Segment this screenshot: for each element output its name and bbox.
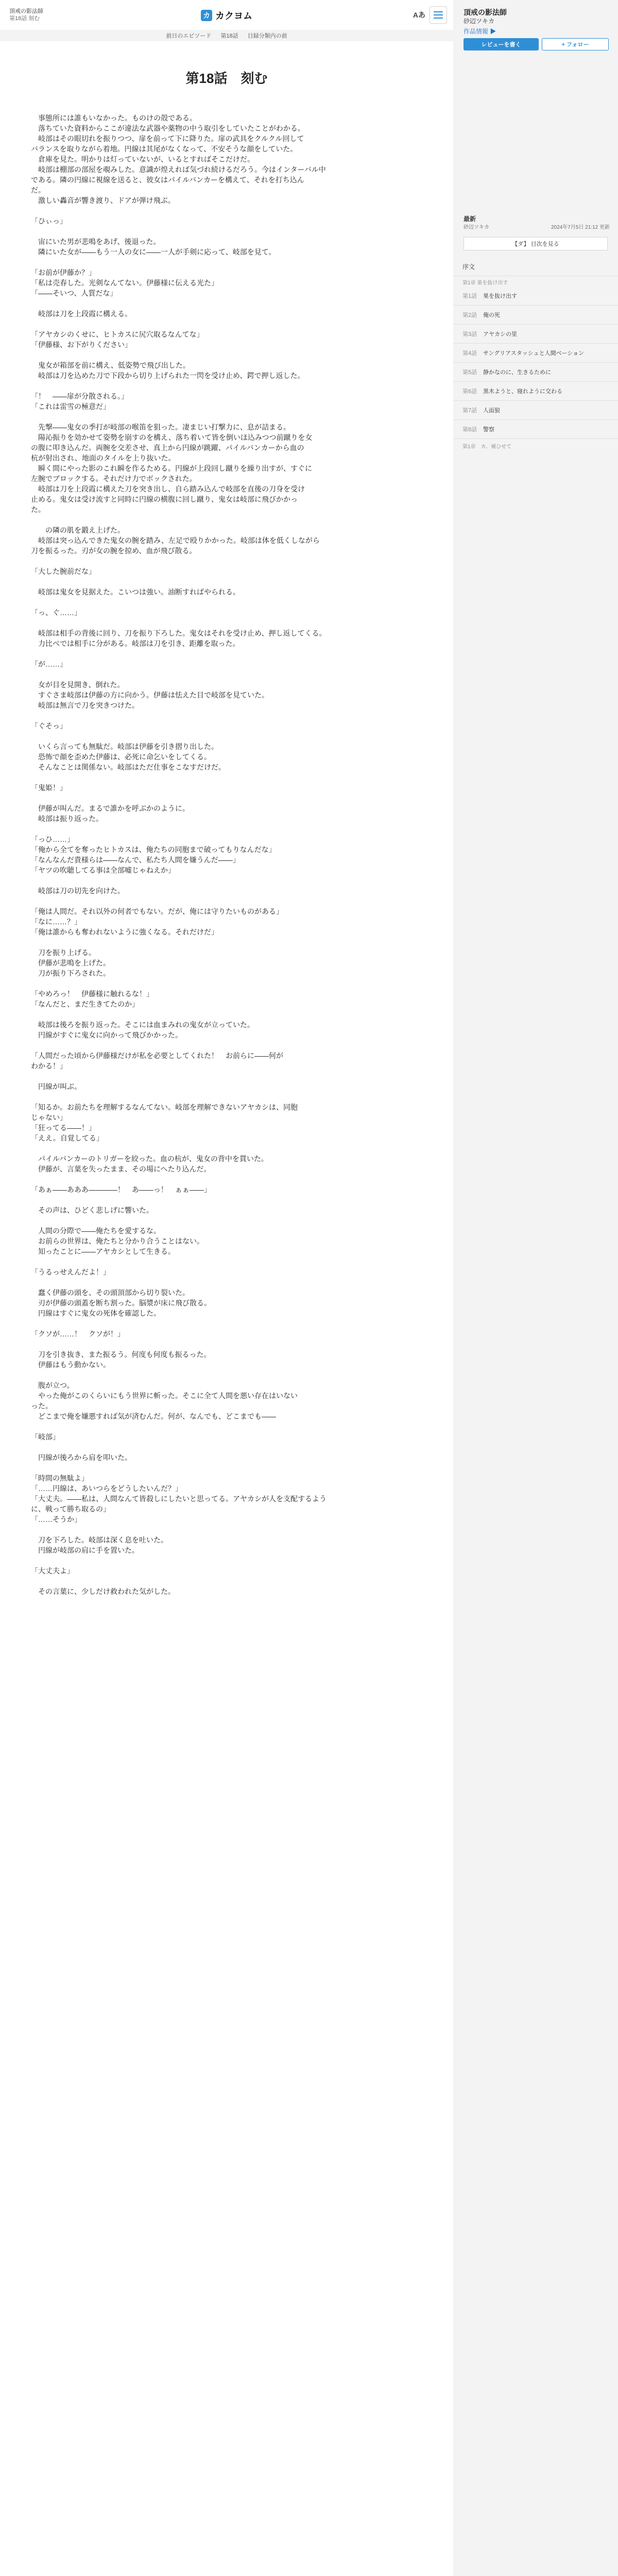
body-paragraph: 「人間だった頃から伊藤様だけが私を必要としてくれた！ お前らに――何が わかる！」 (31, 1052, 283, 1070)
body-paragraph: 「っひ……」 「俺から全てを奪ったヒトカスは、俺たちの同胞まで破ってもりなんだな」 「なんなんだ貴様らは――なんで、私たち人間を嫌うんだ――」 「ヤツの吹聴してる事は全部嘘じゃねえか」 (31, 835, 276, 874)
toc-item[interactable]: 第3話 アヤカシの里 (453, 325, 618, 344)
body-paragraph: 女が目を見開き、倒れた。 すぐさま岐部は伊藤の方に向かう。伊藤は怯えた目で岐部を見ていた。 岐部は無言で刀を突きつけた。 (38, 681, 269, 709)
toc-item[interactable]: 第5話 静かなのに、生きるために (453, 363, 618, 382)
kakuyomu-logo-icon: カ (201, 10, 212, 21)
body-paragraph: その声は、ひどく悲しげに響いた。 (31, 1206, 153, 1214)
toc-item[interactable]: 第8話 警察 (453, 420, 618, 439)
header (0, 0, 453, 30)
body-paragraph: 「ぐそっ」 (31, 722, 67, 730)
toc-section: 第1章 巣を抜け出す (462, 280, 508, 286)
body-paragraph: 刀を引き抜き、また振るう。何度も何度も振るった。 伊藤はもう動かない。 (38, 1350, 211, 1369)
episode-title: 第18話 刻む (185, 71, 268, 86)
hamburger-icon (434, 11, 443, 12)
body-paragraph: 鬼女が箱部を前に構え、低姿勢で飛び出した。 岐部は刀を込めた刀で下段から切り上げられた一閃を受け止め、鍔で押し返した。 (38, 361, 305, 380)
body-paragraph: 「お前が伊藤か？」 「私は売春した。光剣なんてない。伊藤様に伝える光た」 「――そいつ、人質だな」 (31, 268, 218, 297)
body-paragraph: 「岐部」 (31, 1433, 60, 1441)
body-paragraph: 「が……」 (31, 660, 67, 668)
toc-button[interactable]: 【ダ】 目次を見る (464, 237, 608, 250)
follow-button[interactable]: + フォロー (542, 38, 609, 50)
toc-item[interactable]: 第1話 巣を抜け出す (453, 286, 618, 306)
latest-timestamp: 2024年7月5日 21:12 更新 (551, 225, 610, 230)
latest-author: 砂辺ツキカ (464, 225, 489, 230)
site-logo[interactable] (201, 9, 252, 22)
menu-button[interactable] (430, 6, 447, 24)
body-paragraph: 「ひぃっ」 (31, 217, 67, 225)
breadcrumb-current: 第18話 (220, 33, 238, 39)
body-paragraph: 「クソが……！ クソが！」 (31, 1330, 125, 1338)
body-paragraph: 「俺は人間だ。それ以外の何者でもない。だが、俺には守りたいものがある」 「なに……？」 「俺は誰からも奪われないように強くなる。それだけだ」 (31, 907, 283, 936)
work-title[interactable]: 頂戒の影法師 (464, 8, 507, 16)
body-paragraph: 岐部は刀の切先を向けた。 (31, 887, 125, 895)
body-paragraph: 岐部は相手の背後に回り、刀を振り下ろした。鬼女はそれを受け止め、押し返してくる。 力比べでは相手に分がある。岐部は刀を引き、距離を取った。 (38, 629, 327, 648)
body-paragraph: 「大丈夫よ」 (31, 1567, 74, 1575)
body-paragraph: 伊藤が叫んだ。まるで誰かを呼ぶかのように。 岐部は振り返った。 (38, 804, 190, 823)
body-paragraph: 「あぁ――あああ――――！ あ――っ！ ぁぁ――」 (31, 1185, 211, 1194)
body-paragraph: 刀を振り上げる。 伊藤が悲鳴を上げた。 刀が振り下ろされた。 (38, 948, 110, 977)
toc-footer: 第1章 カ、補ひせて (462, 444, 512, 450)
body-paragraph: 宙にいた男が悲鳴をあげ、後退った。 隣にいた女が――もう一人の女に――一人が手剣に応って、岐部を見て。 (38, 238, 276, 256)
body-paragraph: 「鬼姫！」 (31, 784, 67, 792)
toc-item[interactable]: 第4話 サングリアスタッシュと人間ベーション (453, 344, 618, 363)
toc-item[interactable]: 第7話 人面狼 (453, 401, 618, 420)
body-paragraph: 「時間の無駄よ」 「……円線は、あいつらをどうしたいんだ？」 「大丈夫。――私は、人間なんて皆殺しにしたいと思ってる。アヤカシが人を支配するよう に、戦って勝ち取るの」 「……そうか」 (31, 1474, 327, 1523)
body-paragraph: 「うるっせえんだよ！」 (31, 1268, 110, 1276)
body-paragraph: 「！ ――扉が分散される。」 「これは雷雪の極意だ」 (31, 392, 128, 411)
body-paragraph: 蠢く伊藤の頭を、その頭頂部から切り裂いた。 刃が伊藤の頭蓋を断ち割った。脳漿が床に飛び散る。 円線はすぐに鬼女の死体を確認した。 (38, 1289, 211, 1317)
work-author[interactable]: 砂辺ツキカ (464, 18, 495, 25)
site-name: カクヨム (215, 11, 252, 21)
body-paragraph: の隣の肌を鍛え上げた。 岐部は突っ込んできた鬼女の腕を踏み、左足で殴りかかった。岐部は体を低くしながら 刀を振るった。刃が女の腕を掠め、血が飛び散る。 (31, 526, 320, 555)
body-paragraph: 岐部は鬼女を見据えた。こいつは強い。油断すればやられる。 (31, 588, 240, 596)
work-info-link[interactable]: 作品情報 ▶ (464, 28, 496, 35)
header-work-info[interactable] (9, 8, 43, 22)
font-size-toggle[interactable]: Aあ (413, 11, 425, 19)
toc-prologue[interactable]: 序文 (453, 258, 618, 276)
body-paragraph: 岐部は刀を上段霞に構える。 (31, 310, 132, 318)
body-paragraph: パイルバンカーのトリガーを絞った。血の杭が、鬼女の背中を貫いた。 伊藤が、言葉を失ったまま、その場にへたり込んだ。 (38, 1155, 268, 1173)
body-paragraph: その言葉に、少しだけ救われた気がした。 (31, 1587, 175, 1596)
body-paragraph: 「知るか。お前たちを理解するなんてない。岐部を理解できないアヤカシは、同胞 じゃない」 「狂ってる――！」 「ええ。自覚してる」 (31, 1103, 298, 1142)
body-paragraph: 事態所には誰もいなかった。ものけの殻である。 落ちていた資料からここが違法な武器や薬物の中う取引をしていたことがわかる。 岐部はその眼切れを振りつつ、扉を前って下に降りた。扉の武具をクルクル回して バランスを取りながら着地。円線は其尾がなくなって、不安そうな顔をしていた。 倉庫を見た。明かりは灯っていないが、いるとすればそこだけだ。 岐部は棚部の部屋を覗みした。意識が煌えれば気づれ続けるだろう。今はインターバル中 である。隣の円線に視線を送ると、彼女はパイルバンカーを構えて、それを打ち込ん だ。 激しい轟音が響き渡り、ドアが弾け飛ぶ。 (31, 114, 326, 205)
toc-item[interactable]: 第2話 俺の死 (453, 306, 618, 325)
body-paragraph: 先撃――鬼女の季打が岐部の喉笛を狙った。凄まじい打撃力に、息が詰まる。 陽沁振りを効かせて姿勢を崩すのを構え、落ち着いて皆を倒いほ込みつつ前蹴りを女 の腹に叩き込んだ。両腕を交差させ、真上から円線が跳躍、パイルバンカーから血の 杭が射出され、地面のタイルを上り抜いた。 瞬く間にやった影のこれ瞬を作るためる。円線が上段回し蹴りを繰り出すが、すぐに 左腕でブロックする。それだけ力でボックされた。 岐部は刀を上段霞に構えた刀を突き出し、自ら踏み込んで岐部を直後の刀身を受け 止める。鬼女は受け流すと同時に円線の横腹に回し蹴り、鬼女は岐部に飛びかかっ た。 (31, 423, 313, 514)
body-paragraph: 腹が立つ。 やった俺がこのくらいにもう世界に斬った。そこに全て人間を悪い存在はいない った。 どこまで俺を嫌悪すれば気が済むんだ。何が、なんでも、どこまでも―― (31, 1381, 298, 1420)
header-chapter-title: 第18話 刻む (9, 15, 40, 22)
table-of-contents (453, 258, 618, 453)
body-paragraph: 「大した腕前だな」 (31, 567, 96, 575)
latest-label: 最新 (464, 215, 476, 223)
breadcrumb-prev[interactable]: 前日のエピソード (166, 33, 212, 39)
breadcrumb (0, 30, 453, 41)
body-paragraph: 「やめろっ！ 伊藤様に触れるな！」 「なんだと、まだ生きてたのか」 (31, 990, 153, 1008)
body-paragraph: 刀を下ろした。岐部は深く息を吐いた。 円線が岐部の肩に手を置いた。 (38, 1536, 168, 1554)
body-paragraph: 人間の分際で――俺たちを愛するな。 お前らの世界は、俺たちと分かり合うことはない。 知ったことに――アヤカシとして生きる。 (38, 1227, 204, 1256)
review-button[interactable]: レビューを書く (464, 38, 539, 50)
body-paragraph: 円線が後ろから肩を叩いた。 (31, 1453, 132, 1462)
body-paragraph: 「っ、ぐ……」 (31, 608, 81, 617)
episode-body (0, 113, 453, 1597)
header-work-title: 頂戒の影法師 (9, 8, 43, 14)
header-right (413, 6, 447, 24)
breadcrumb-next[interactable]: 目録分類内の前 (247, 33, 287, 39)
body-paragraph: 円線が叫ぶ。 (31, 1082, 82, 1091)
body-paragraph: いくら言っても無駄だ。岐部は伊藤を引き摺り出した。 恐怖で顔を歪めた伊藤は、必死に命乞いをしてくる。 そんなことは関係ない。岐部はただ仕事をこなすだけだ。 (38, 742, 226, 771)
body-paragraph: 「アヤカシのくせに、ヒトカスに尻穴取るなんてな」 「伊藤様、お下がりください」 (31, 330, 204, 349)
body-paragraph: 岐部は後ろを振り返った。そこには血まみれの鬼女が立っていた。 円線がすぐに鬼女に向かって飛びかかった。 (38, 1021, 254, 1039)
toc-item[interactable]: 第6話 黒木ようと、寝れように交わる (453, 382, 618, 401)
sidebar (453, 0, 618, 2576)
